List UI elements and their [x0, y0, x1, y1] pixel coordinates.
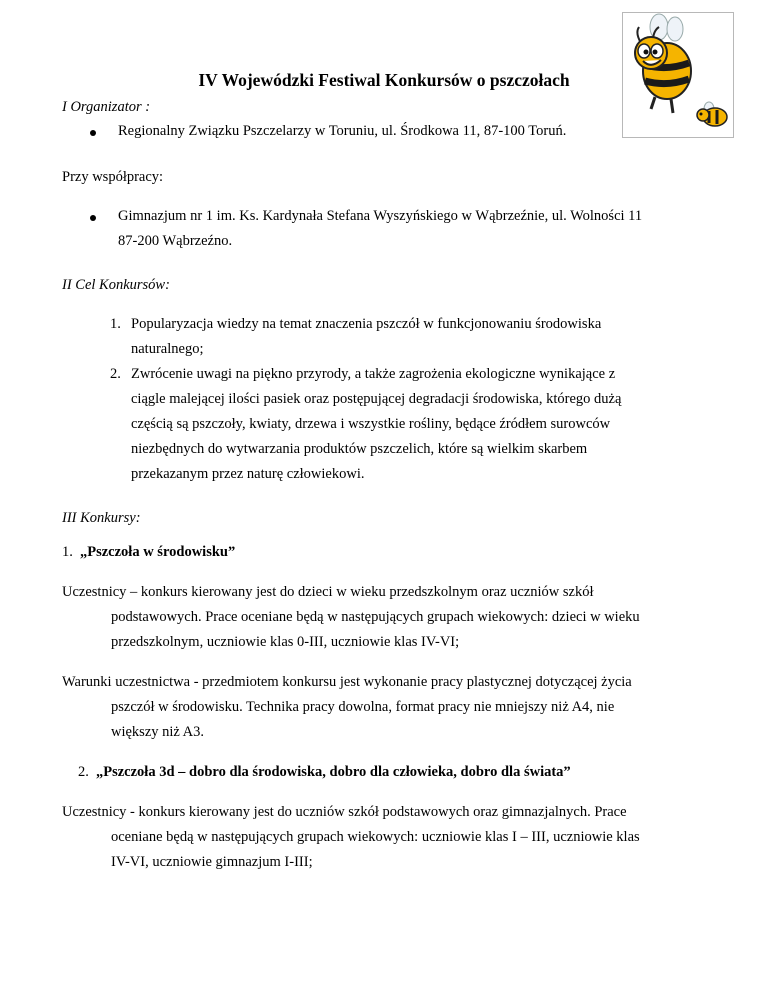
- goal-line: naturalnego;: [131, 341, 204, 357]
- organizer-item: Regionalny Związku Pszczelarzy w Toruniu, ul. Środkowa 11, 87-100 Toruń.: [118, 123, 567, 139]
- goal-line: Zwrócenie uwagi na piękno przyrody, a także zagrożenia ekologiczne wynikające z: [131, 366, 616, 382]
- goal-number: 1.: [110, 316, 121, 332]
- contest2-number: 2.: [78, 764, 89, 780]
- bullet: [90, 130, 96, 136]
- contest1-conditions-line: Warunki uczestnictwa - przedmiotem konkursu jest wykonanie pracy plastycznej dotyczącej życia: [62, 674, 632, 690]
- page-title: IV Wojewódzki Festiwal Konkursów o pszczołach: [198, 70, 570, 90]
- contest1-participants-line: podstawowych. Prace oceniane będą w następujących grupach wiekowych: dzieci w wieku: [111, 609, 640, 625]
- contest2-participants-line: IV-VI, uczniowie gimnazjum I-III;: [111, 854, 313, 870]
- contest1-number: 1.: [62, 544, 73, 560]
- goal-line: ciągle malejącej ilości pasiek oraz postępującej degradacji środowiska, którego dużą: [131, 391, 622, 407]
- goal-number: 2.: [110, 366, 121, 382]
- goal-line: przekazanym przez naturę człowiekowi.: [131, 466, 365, 482]
- section-organizer-heading: I Organizator :: [62, 99, 151, 115]
- contest2-participants-line: oceniane będą w następujących grupach wiekowych: uczniowie klas I – III, uczniowie klas: [111, 829, 640, 845]
- contest1-conditions-line: większy niż A3.: [111, 724, 205, 740]
- bullet: [90, 215, 96, 221]
- section-goals-heading: II Cel Konkursów:: [62, 277, 170, 293]
- contest1-participants-line: Uczestnicy – konkurs kierowany jest do dzieci w wieku przedszkolnym oraz uczniów szkół: [62, 584, 594, 600]
- goal-line: niezbędnych do wytwarzania produktów pszczelich, które są wielkim skarbem: [131, 441, 588, 457]
- cooperation-item-line2: 87-200 Wąbrzeźno.: [118, 233, 233, 249]
- contest1-title: „Pszczoła w środowisku”: [80, 544, 236, 560]
- contest1-conditions-line: pszczół w środowisku. Technika pracy dowolna, format pracy nie mniejszy niż A4, nie: [111, 699, 615, 715]
- contest2-participants-line: Uczestnicy - konkurs kierowany jest do uczniów szkół podstawowych oraz gimnazjalnych. Prace: [62, 804, 627, 820]
- goal-line: częścią są pszczoły, kwiaty, drzewa i wszystkie rośliny, będące źródłem surowców: [131, 416, 611, 432]
- contest1-participants-line: przedszkolnym, uczniowie klas 0-III, uczniowie klas IV-VI;: [111, 634, 460, 650]
- goal-line: Popularyzacja wiedzy na temat znaczenia pszczół w funkcjonowaniu środowiska: [131, 316, 602, 332]
- section-contests-heading: III Konkursy:: [62, 510, 141, 526]
- cooperation-label: Przy współpracy:: [62, 169, 164, 185]
- cooperation-item-line1: Gimnazjum nr 1 im. Ks. Kardynała Stefana Wyszyńskiego w Wąbrzeźnie, ul. Wolności 11: [118, 208, 643, 224]
- contest2-title: „Pszczoła 3d – dobro dla środowiska, dobro dla człowieka, dobro dla świata”: [96, 764, 571, 780]
